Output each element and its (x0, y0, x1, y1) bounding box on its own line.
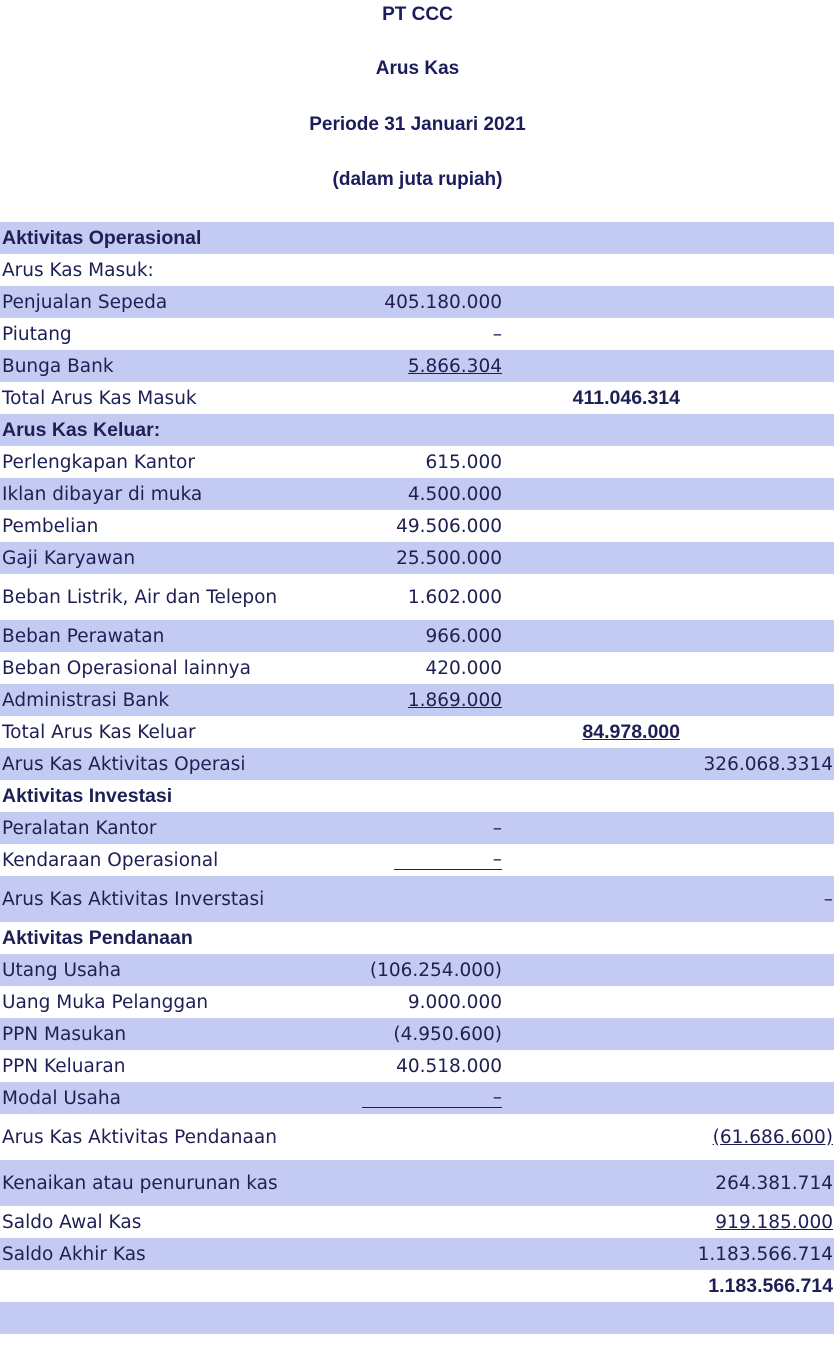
row-label: Aktivitas Operasional (2, 226, 202, 249)
row-label: Total Arus Kas Keluar (2, 721, 196, 743)
amount-value: 264.381.714 (715, 1172, 833, 1194)
amount-value: 49.506.000 (396, 515, 502, 537)
amount-value: 411.046.314 (572, 386, 680, 409)
table-row (0, 652, 834, 684)
table-row (0, 542, 834, 574)
row-label: Arus Kas Aktivitas Inverstasi (2, 888, 265, 910)
amount-c1 (322, 1050, 502, 1082)
amount-value: – (394, 851, 502, 870)
table-row (0, 318, 834, 350)
table-row (0, 876, 834, 922)
amount-value: (4.950.600) (393, 1023, 502, 1045)
table-row (0, 1238, 834, 1270)
row-label: Beban Operasional lainnya (2, 657, 251, 679)
amount-c1 (322, 510, 502, 542)
row-label: Pembelian (2, 515, 99, 537)
amount-value: 40.518.000 (396, 1055, 502, 1077)
table-row (0, 254, 834, 286)
row-label: Iklan dibayar di muka (2, 483, 203, 505)
table-row (0, 574, 834, 620)
row-label: PPN Keluaran (2, 1055, 126, 1077)
amount-c1 (322, 286, 502, 318)
table-row (0, 350, 834, 382)
amount-c1 (322, 620, 502, 652)
row-label: Administrasi Bank (2, 689, 170, 711)
amount-value: 1.183.566.714 (708, 1274, 833, 1297)
amount-value: 420.000 (425, 657, 502, 679)
amount-value: 1.183.566.714 (697, 1243, 833, 1265)
table-row (0, 986, 834, 1018)
cash-flow-table (0, 222, 834, 1334)
table-row (0, 1050, 834, 1082)
row-label: Total Arus Kas Masuk (2, 387, 197, 409)
row-label: Saldo Akhir Kas (2, 1243, 146, 1265)
amount-value: – (362, 1089, 502, 1108)
row-label: Arus Kas Keluar: (2, 418, 161, 441)
table-row (0, 510, 834, 542)
amount-value: 1.602.000 (407, 586, 502, 608)
amount-value: 919.185.000 (715, 1211, 833, 1233)
amount-value: 1.869.000 (407, 689, 502, 711)
table-row (0, 844, 834, 876)
amount-c1 (322, 318, 502, 350)
row-label: Piutang (2, 323, 72, 345)
amount-c1 (322, 812, 502, 844)
amount-c1 (322, 652, 502, 684)
table-row (0, 1160, 834, 1206)
amount-c1 (322, 350, 502, 382)
table-row (0, 1270, 834, 1302)
report-period: Periode 31 Januari 2021 (309, 114, 526, 135)
row-label: Kendaraan Operasional (2, 849, 219, 871)
table-row (0, 1018, 834, 1050)
row-label: Arus Kas Aktivitas Pendanaan (2, 1126, 277, 1148)
row-label: Aktivitas Investasi (2, 784, 173, 807)
amount-c1 (322, 542, 502, 574)
table-row (0, 286, 834, 318)
amount-value: 84.978.000 (582, 720, 680, 743)
amount-c3 (653, 1160, 833, 1206)
table-row (0, 446, 834, 478)
table-row (0, 1114, 834, 1160)
table-row (0, 1206, 834, 1238)
amount-c1 (322, 574, 502, 620)
table-row (0, 812, 834, 844)
table-row (0, 620, 834, 652)
table-row (0, 954, 834, 986)
amount-value: – (492, 323, 502, 345)
row-label: Kenaikan atau penurunan kas (2, 1172, 278, 1194)
row-label: Beban Perawatan (2, 625, 165, 647)
amount-value: (106.254.000) (369, 959, 502, 981)
amount-c3 (653, 1238, 833, 1270)
report-title: Arus Kas (375, 58, 460, 79)
row-label: Utang Usaha (2, 959, 122, 981)
row-label: Penjualan Sepeda (2, 291, 168, 313)
row-label: Modal Usaha (2, 1087, 121, 1109)
row-label: Peralatan Kantor (2, 817, 157, 839)
row-label: Saldo Awal Kas (2, 1211, 142, 1233)
amount-value: 25.500.000 (396, 547, 502, 569)
amount-c1 (322, 446, 502, 478)
amount-c1 (322, 478, 502, 510)
table-row (0, 1082, 834, 1114)
row-label: Beban Listrik, Air dan Telepon (2, 586, 278, 608)
table-row (0, 780, 834, 812)
amount-c2 (500, 382, 680, 414)
amount-value: 405.180.000 (384, 291, 502, 313)
table-row (0, 748, 834, 780)
amount-value: 9.000.000 (407, 991, 502, 1013)
row-label: Aktivitas Pendanaan (2, 926, 193, 949)
amount-value: 966.000 (425, 625, 502, 647)
table-row (0, 716, 834, 748)
amount-value: – (823, 888, 833, 910)
amount-c1 (322, 844, 502, 876)
table-row (0, 382, 834, 414)
row-label: Bunga Bank (2, 355, 114, 377)
company-name: PT CCC (382, 4, 453, 25)
amount-value: 5.866.304 (407, 355, 502, 377)
amount-c3 (653, 1114, 833, 1160)
amount-value: (61.686.600) (712, 1126, 833, 1148)
amount-c1 (322, 986, 502, 1018)
amount-c1 (322, 954, 502, 986)
amount-c2 (500, 716, 680, 748)
amount-value: 4.500.000 (407, 483, 502, 505)
table-row (0, 414, 834, 446)
table-row (0, 1302, 834, 1334)
row-label: Arus Kas Aktivitas Operasi (2, 753, 246, 775)
row-label: Perlengkapan Kantor (2, 451, 195, 473)
amount-value: 326.068.3314 (703, 753, 833, 775)
amount-c1 (322, 1018, 502, 1050)
table-row (0, 478, 834, 510)
table-row (0, 922, 834, 954)
amount-c3 (653, 748, 833, 780)
amount-c1 (322, 1082, 502, 1114)
table-row (0, 222, 834, 254)
amount-c1 (322, 684, 502, 716)
row-label: PPN Masukan (2, 1023, 127, 1045)
row-label: Gaji Karyawan (2, 547, 136, 569)
report-unit: (dalam juta rupiah) (332, 169, 503, 190)
amount-c3 (653, 876, 833, 922)
amount-c3 (653, 1270, 833, 1302)
row-label: Uang Muka Pelanggan (2, 991, 209, 1013)
table-row (0, 684, 834, 716)
amount-value: 615.000 (425, 451, 502, 473)
row-label: Arus Kas Masuk: (2, 259, 154, 281)
amount-value: – (492, 817, 502, 839)
amount-c3 (653, 1206, 833, 1238)
